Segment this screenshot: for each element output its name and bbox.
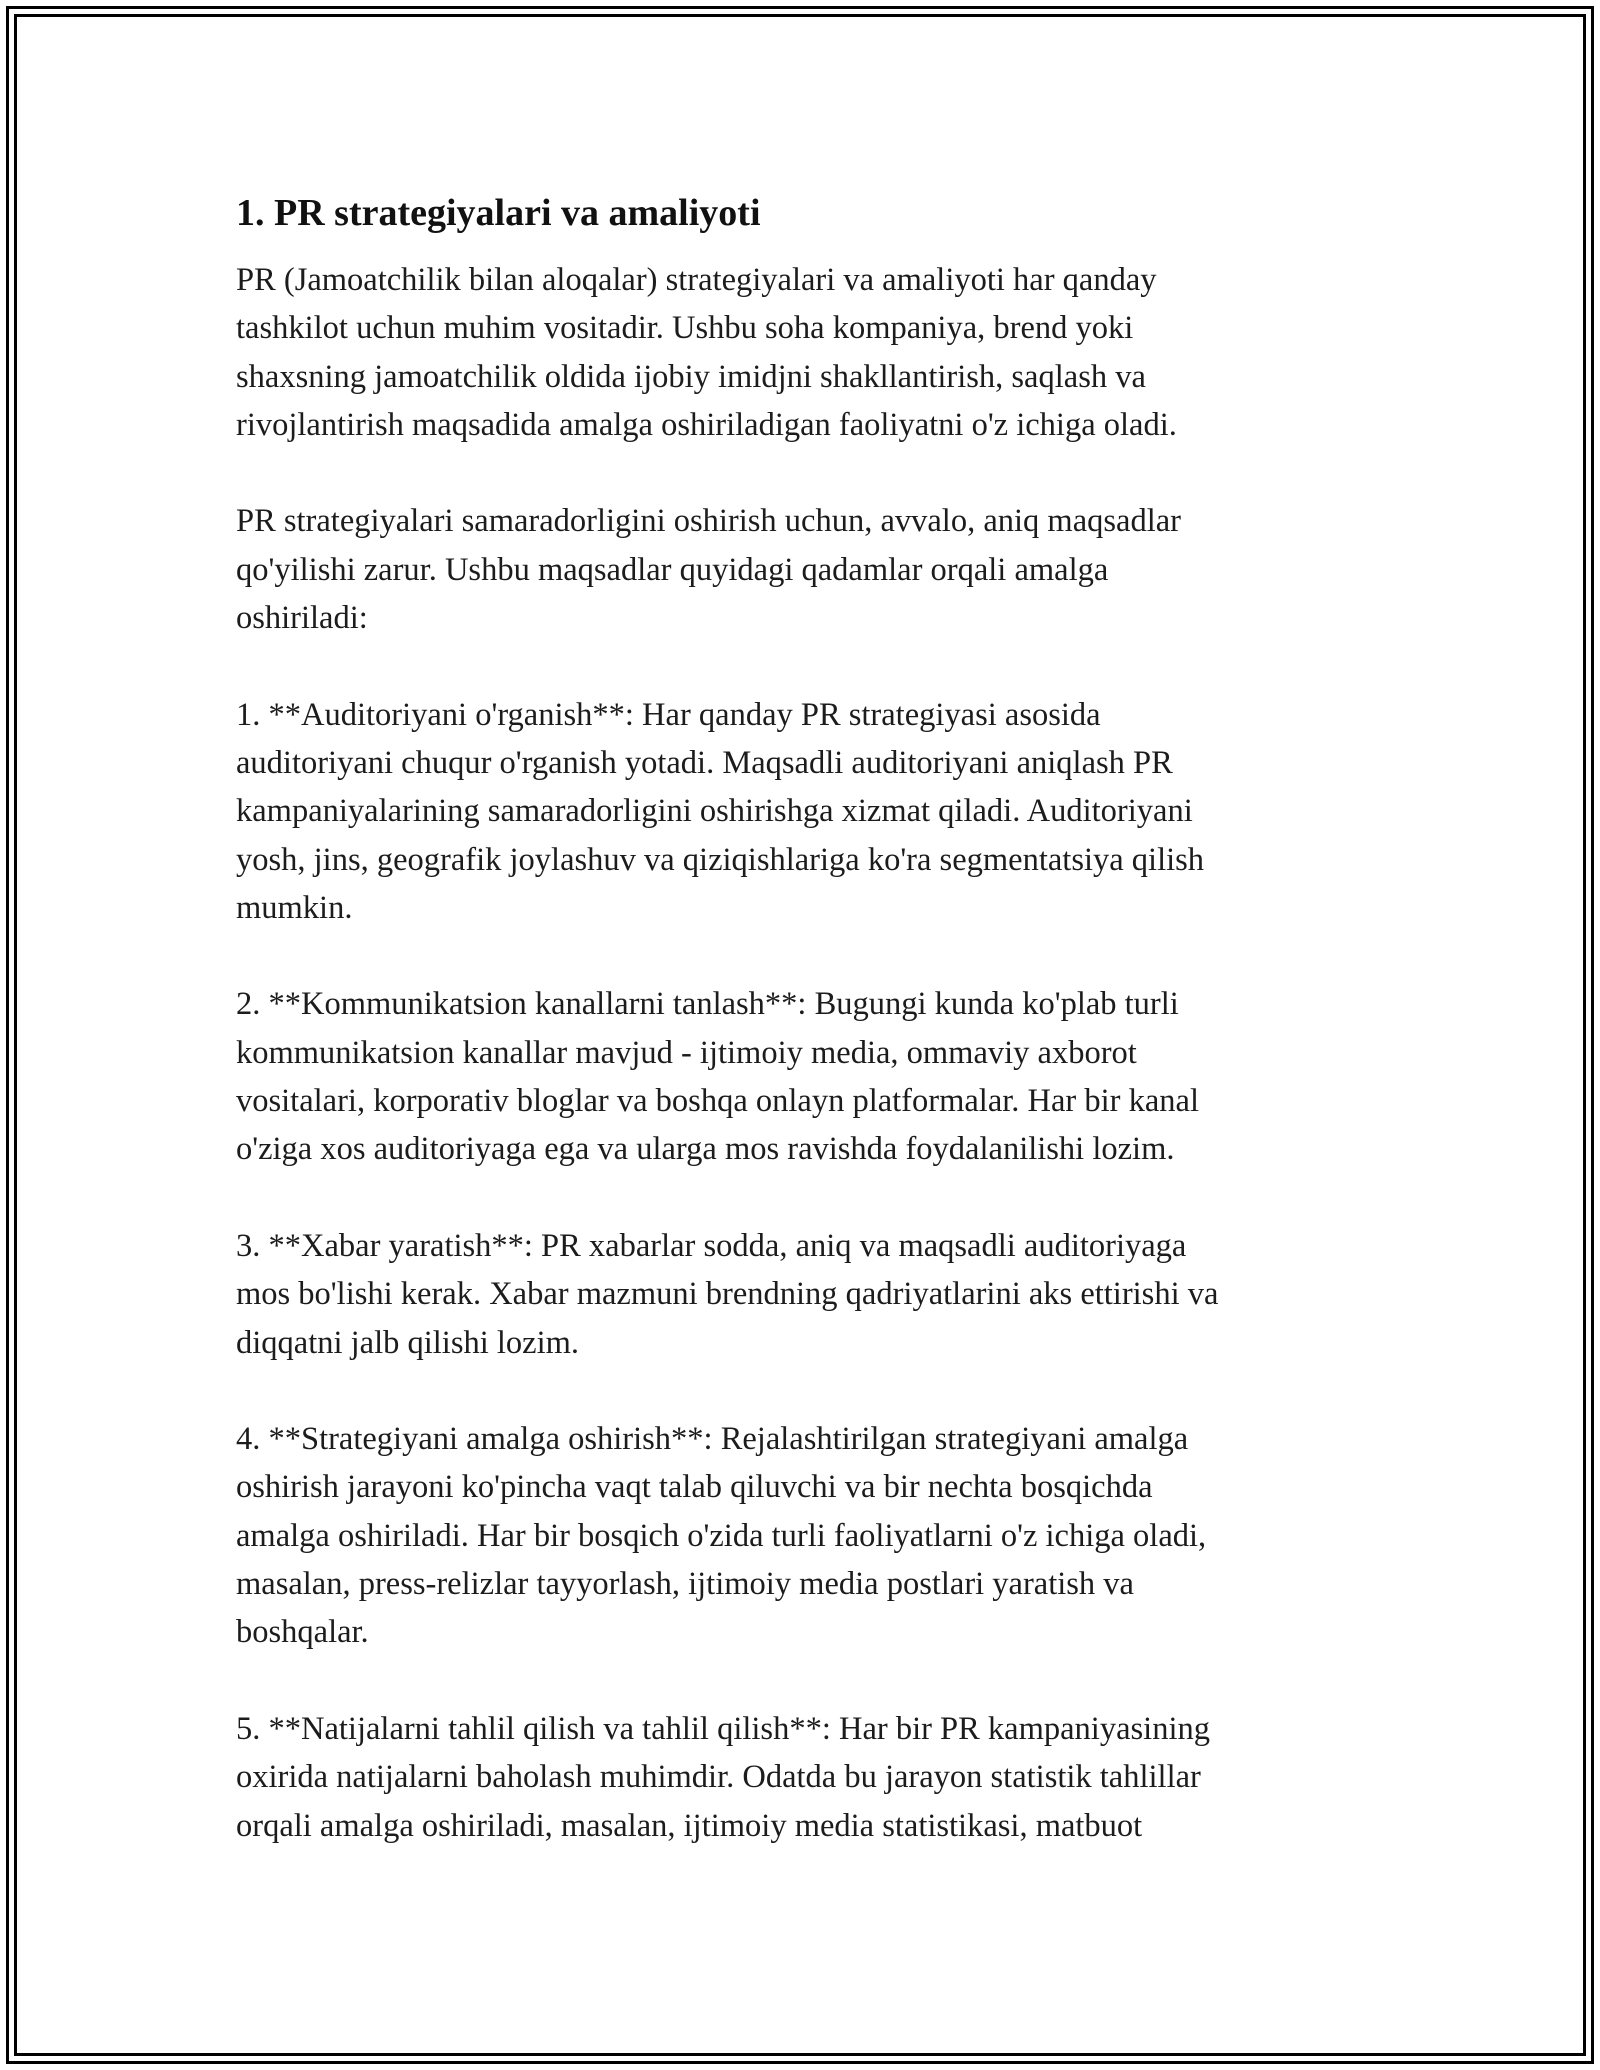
list-item-5: 5. **Natijalarni tahlil qilish va tahlil qilish**: Har bir PR kampaniyasining oxirida natijalarni baholash muhimdir. Odatda bu jarayon statistik tahlillar orqali amalga oshiriladi, masalan, ijtimoiy media statistikasi, matbuot [236,1710,1210,1844]
paragraph-spacer [236,1657,1366,1705]
list-item-1: 1. **Auditoriyani o'rganish**: Har qanday PR strategiyasi asosida auditoriyani chuqur o'rganish yotadi. Maqsadli auditoriyani aniqlash PR kampaniyalarining samaradorligini oshirishga xizmat qiladi. Auditoriyani yosh, jins, geografik joylashuv va qiziqishlariga ko'ra segmentatsiya qilish mumkin. [236,696,1205,926]
paragraph-spacer [236,932,1366,980]
paragraph-spacer [236,449,1366,497]
list-item-4: 4. **Strategiyani amalga oshirish**: Rejalashtirilgan strategiyani amalga oshirish jarayoni ko'pincha vaqt talab qiluvchi va bir nechta bosqichda amalga oshiriladi. Har bir bosqich o'zida turli faoliyatlarni o'z ichiga oladi, masalan, press-relizlar tayyorlash, ijtimoiy media postlari yaratish va boshqalar. [236,1421,1207,1651]
document-body [236,186,1366,1850]
list-item-2: 2. **Kommunikatsion kanallarni tanlash**: Bugungi kunda ko'plab turli kommunikatsion kanallar mavjud - ijtimoiy media, ommaviy axborot vositalari, korporativ bloglar va boshqa onlayn platformalar. Har bir kanal o'ziga xos auditoriyaga ega va ularga mos ravishda foydalanilishi lozim. [236,986,1199,1168]
section-heading: 1. PR strategiyalari va amaliyoti [236,192,761,234]
paragraph-intro: PR (Jamoatchilik bilan aloqalar) strategiyalari va amaliyoti har qanday tashkilot uchun muhim vositadir. Ushbu soha kompaniya, brend yoki shaxsning jamoatchilik oldida ijobiy imidjni shakllantirish, saqlash va rivojlantirish maqsadida amalga oshiriladigan faoliyatni o'z ichiga oladi. [236,262,1177,443]
list-item-3: 3. **Xabar yaratish**: PR xabarlar sodda, aniq va maqsadli auditoriyaga mos bo'lishi kerak. Xabar mazmuni brendning qadriyatlarini aks ettirishi va diqqatni jalb qilishi lozim. [236,1227,1219,1361]
paragraph-goals: PR strategiyalari samaradorligini oshirish uchun, avvalo, aniq maqsadlar qo'yilishi zarur. Ushbu maqsadlar quyidagi qadamlar orqali amalga oshiriladi: [236,503,1181,637]
paragraph-spacer [236,1367,1366,1415]
paragraph-spacer [236,642,1366,690]
paragraph-spacer [236,1174,1366,1222]
